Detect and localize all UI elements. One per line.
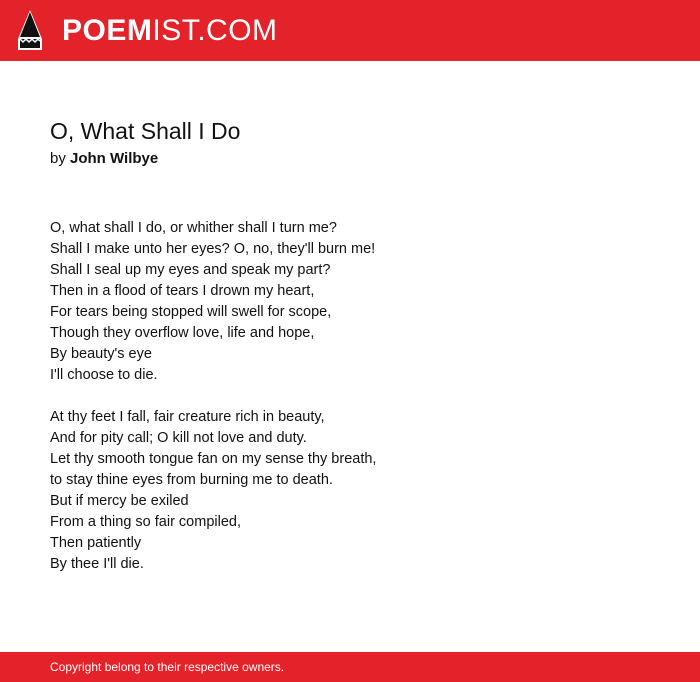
poem-line: Shall I make unto her eyes? O, no, they'll burn me! [50,241,376,257]
poem-line: But if mercy be exiled [50,493,189,509]
poem-line: For tears being stopped will swell for scope, [50,304,332,320]
poem-line: to stay thine eyes from burning me to death. [50,472,333,488]
poem-line: O, what shall I do, or whither shall I turn me? [50,220,337,236]
poem-line: Though they overflow love, life and hope, [50,325,315,341]
pencil-tip-icon[interactable] [17,9,43,51]
poem-line: Then patiently [50,535,142,551]
site-logo[interactable] [62,13,278,49]
logo-light-text: IST.COM [152,14,278,47]
poem-line: By thee I'll die. [50,556,144,572]
stanza-2 [50,407,670,575]
stanza-1 [50,218,670,386]
poem-title: O, What Shall I Do [50,118,241,144]
copyright-text: Copyright belong to their respective owners. [50,660,285,674]
logo-bold-text: POEM [62,14,153,47]
poem-line: From a thing so fair compiled, [50,514,241,530]
site-header [0,0,700,61]
by-label: by [50,150,66,167]
poem-body [50,218,670,596]
author-name[interactable]: John Wilbye [70,150,159,167]
poem-line: Shall I seal up my eyes and speak my part? [50,262,331,278]
poem-byline [50,148,158,170]
site-footer [0,652,700,682]
poem-line: At thy feet I fall, fair creature rich in beauty, [50,409,325,425]
poem-line: By beauty's eye [50,346,152,362]
poem-line: Then in a flood of tears I drown my heart, [50,283,315,299]
poem-line: And for pity call; O kill not love and duty. [50,430,307,446]
poem-line: I'll choose to die. [50,367,158,383]
poem-line: Let thy smooth tongue fan on my sense thy breath, [50,451,377,467]
